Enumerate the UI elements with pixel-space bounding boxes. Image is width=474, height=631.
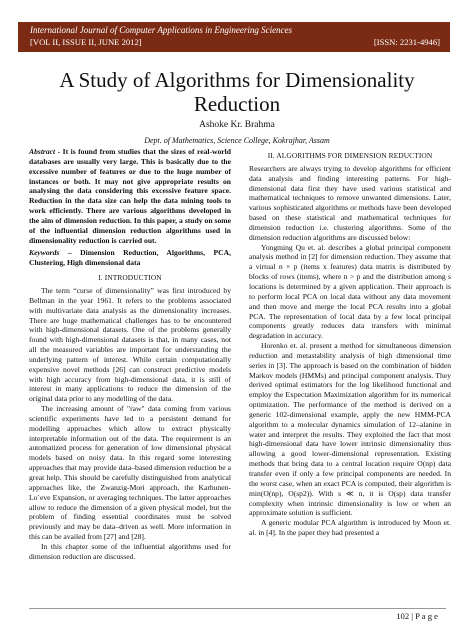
right-column	[249, 147, 451, 538]
affiliation: Dept. of Mathematics, Science College, Kokrajhar, Assam	[144, 136, 330, 145]
intro-paragraph-3: In this chapter some of the influential algorithms used for dimension reduction are discussed.	[29, 541, 231, 561]
abstract-text: - It is found from studies that the sizes of real-world databases are usually very large. This is basically due to the excessive number of features or due to the huge number of instances or both. It may not give appropriate results on analysing the data considering this excessive feature space. Reduction in the data size can help the data mining tools to work efficiently. There are various algorithms developed in the aim of dimension reduction. In this paper, a study on some of the influential dimension reduction algorithms used in dimensionality reduction is carried out.	[29, 147, 231, 245]
algorithms-paragraph-1: Researchers are always trying to develop algorithms for efficient data analysis and finding interesting patterns. For high-dimensional data first they have used various statistical and mathematical techniques to remove unwanted dimensions. Later, various sophisticated algorithms or methods have been developed based on these statistical and mathematical techniques for dimension reduction i.e. clustering algorithms. Some of the dimension reduction algorithms are discussed below:	[249, 163, 451, 242]
abstract	[29, 147, 231, 245]
title-line-1: A Study of Algorithms for Dimensionality	[59, 68, 415, 92]
algorithms-paragraph-2: Yongming Qu et. al. describes a global principal component analysis method in [2] for dimension reduction. They assume that a virtual n × p (items x features) data matrix is distributed by blocks of rows (items), where n > p and the distribution among s locations is determined by a given application. Their approach is to perform local PCA on local data without any data movement and then move and merge the local PCA results into a global PCA. The representation of local data by a few local principal components greatly reduces data transfers with minimal degradation in accuracy.	[249, 242, 451, 341]
intro-paragraph-1: The term “curse of dimensionality” was first introduced by Bellman in the year 1961. It refers to the problems associated with multivariate data analysis as the dimensionality increases. There are huge mathematical challenges has to be encountered with high-dimensional datasets. One of the problems generally found with high-dimensional datasets is that, in many cases, not all the measured variables are important for understanding the underlying pattern of interest. While certain computationally expensive novel methods [26] can construct predictive models with high accuracy from high-dimensional data, it is still of interest in many applications to reduce the dimension of the original data prior to any modelling of the data.	[29, 285, 231, 404]
keywords	[29, 248, 231, 268]
title-line-2: Reduction	[193, 92, 281, 116]
algorithms-paragraph-3: Horenko et. al. present a method for simultaneous dimension reduction and metastability analysis of high dimensional time series in [3]. The approach is based on the combination of hidden Markov models (HMMs) and principal component analysis. They derived optimal estimators for the log likelihood functional and employ the Expectation Maximization algorithm for its numerical optimization. The performance of the method is derived on a generic 102-dimensional example, apply the new HMM-PCA algorithm to a molecular dynamics simulation of 12–alanine in water and interpret the results. They exploited the fact that most high-dimensional data have lower intrinsic dimensionality thus allowing a good lower-dimensional representation. Existing methods that bring data to a central location require O(np) data transfer even if only a few principal components are needed. In the worst case, when an exact PCA is computed, their algorithm is min(O(np), O(sp2)). With s ≪ n, it is O(sp) data transfer complexity when intrinsic dimensionality is low or when an approximate solution is sufficient.	[249, 341, 451, 518]
intro-paragraph-2: The increasing amount of "raw" data coming from various scientific experiments have led to a persistent demand for modelling approaches which allow to extract physically interpretable information out of the data. The requirement is an automatized process for generation of low dimensional physical models based on noisy data. In this regard some interesting approaches that may provide data–based dimension reduction be a great help. This should be carefully distinguished from analytical approaches like, the Zwanzig-Mori approach, the Karhunen-Lo`eve Expansion, or averaging techniques. The latter approaches allow to reduce the dimension of a given physical model, but the problem of finding essential coordinates must be solved previously and may be data–driven as well. More information in this can be availed from [27] and [28].	[29, 404, 231, 542]
volume-issue: [VOL II, ISSUE II, JUNE 2012]	[30, 37, 142, 47]
issn: [ISSN: 2231-4946]	[373, 37, 440, 47]
keywords-label: Keywords	[29, 248, 60, 258]
left-column	[29, 147, 231, 562]
page-number: 102 | P a g e	[396, 611, 438, 621]
section-heading-algorithms: II. ALGORITHMS FOR DIMENSION REDUCTION	[267, 151, 433, 160]
journal-header	[18, 22, 450, 52]
keywords-text: – Dimension Reduction, Algorithms, PCA, Clustering, High dimensional data	[29, 248, 231, 268]
paper-title	[0, 68, 474, 116]
abstract-label: Abstract	[29, 147, 56, 156]
algorithms-paragraph-4: A generic modular PCA algorithm is introduced by Moon et. al. in [4]. In the paper they had presented a	[249, 518, 451, 538]
journal-name: International Journal of Computer Applications in Engineering Sciences	[30, 25, 293, 35]
footer-rule	[29, 608, 446, 609]
section-heading-introduction: I. INTRODUCTION	[98, 273, 162, 283]
author: Ashoke Kr. Brahma	[199, 120, 275, 130]
